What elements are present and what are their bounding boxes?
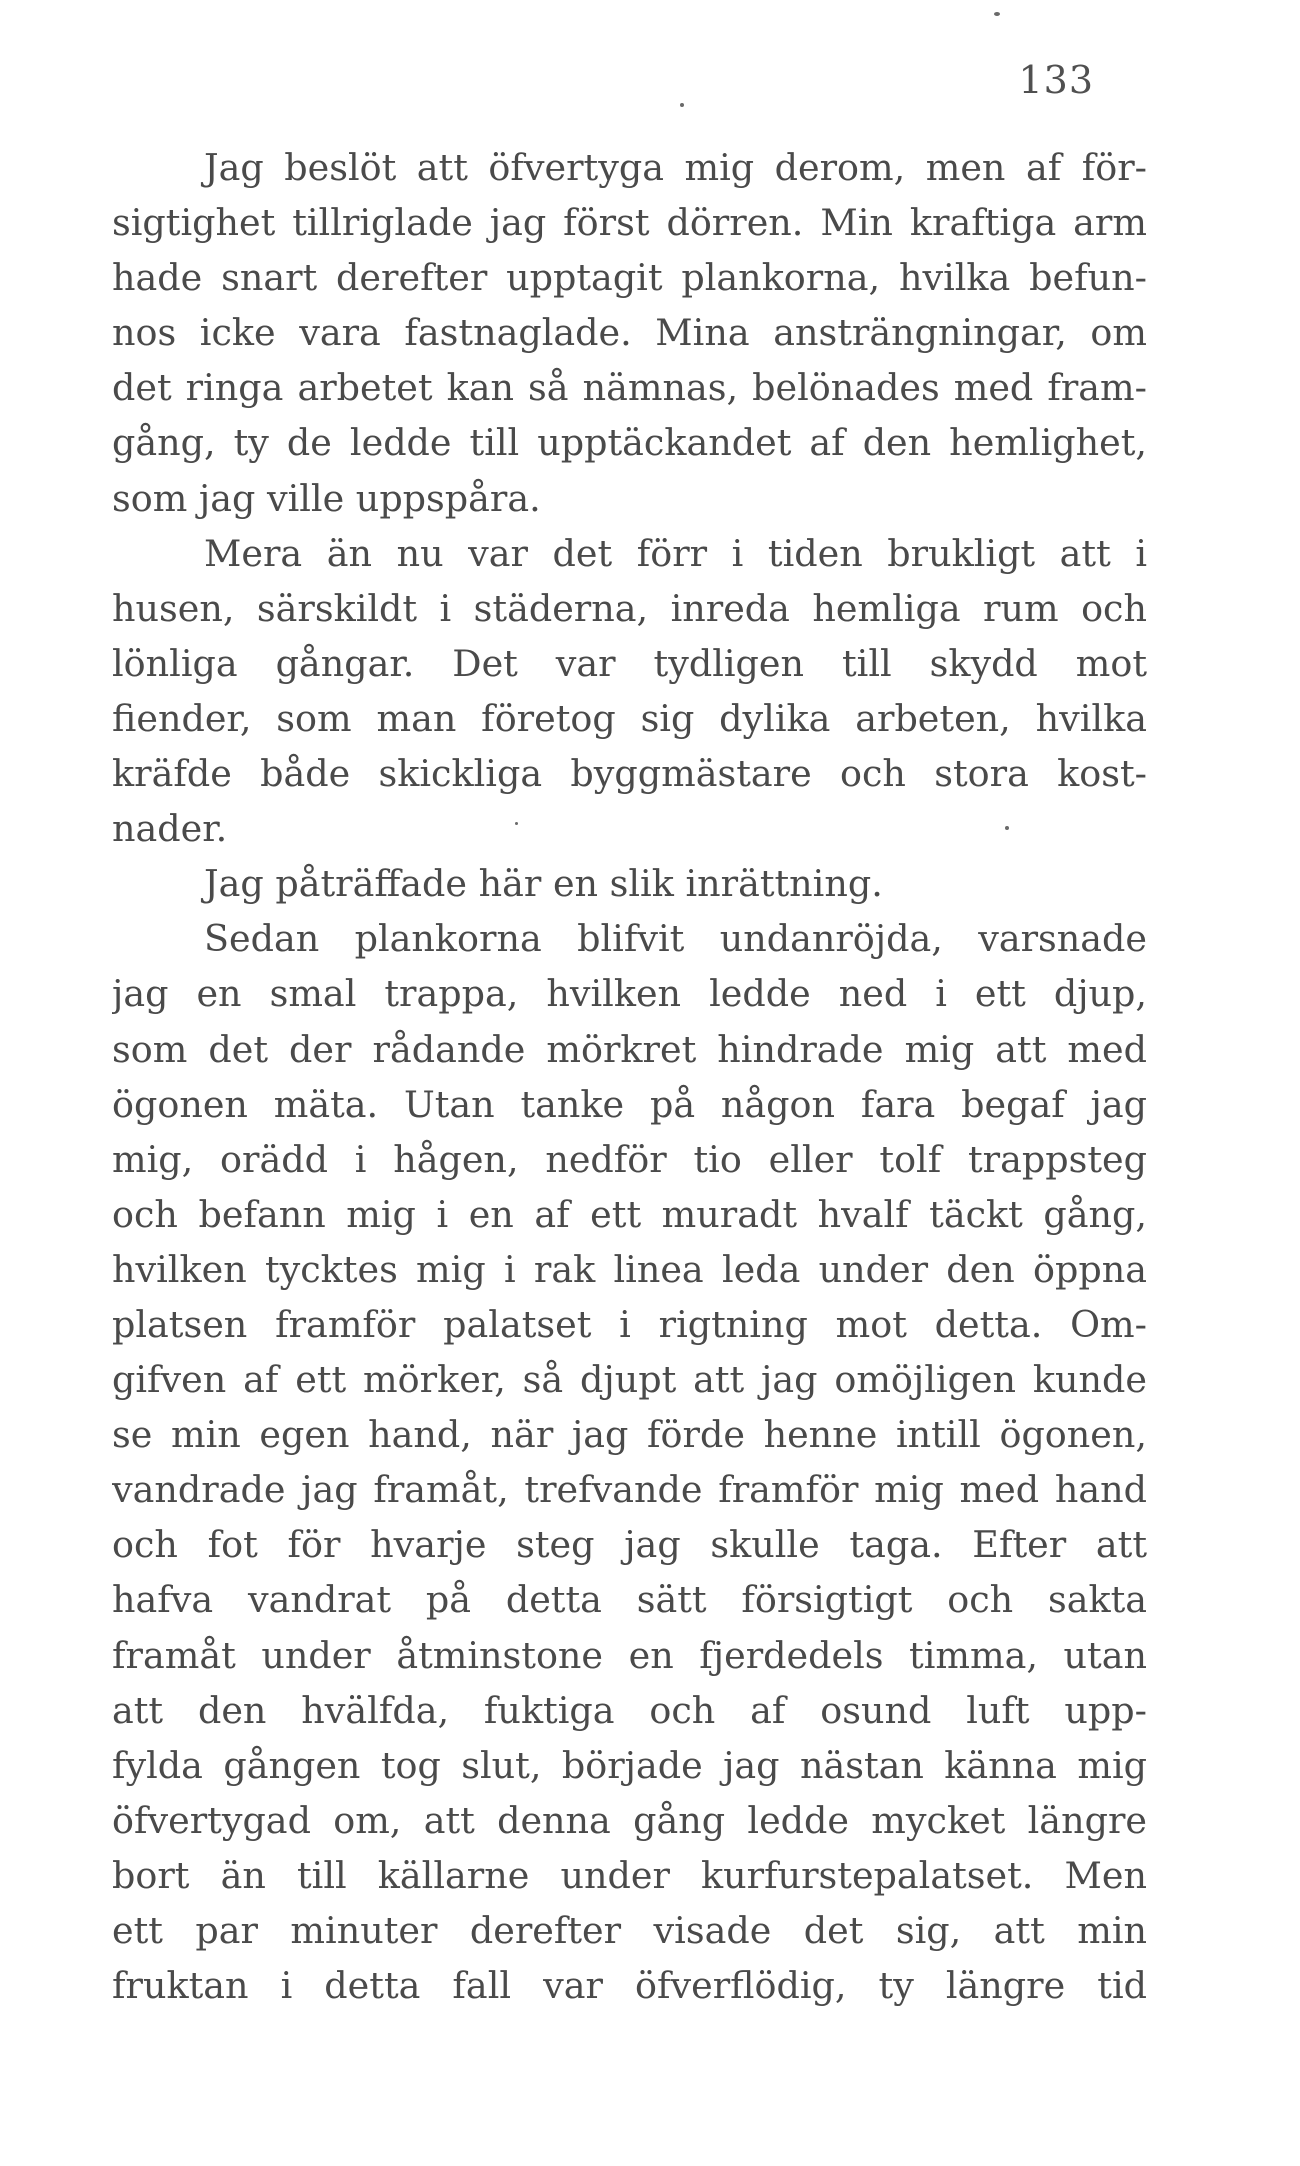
text-line-4: nos icke vara fastnaglade. Mina ansträngningar, om [112, 311, 1147, 355]
text-line-23: gifven af ett mörker, så djupt att jag omöjligen kunde [112, 1358, 1147, 1402]
text-line-28: framåt under åtminstone en fjerdedels timma, utan [112, 1633, 1147, 1677]
text-line-8: Mera än nu var det förr i tiden brukligt att i [204, 531, 1147, 575]
text-line-17: som det der rådande mörkret hindrade mig att med [112, 1027, 1147, 1071]
text-line-33: ett par minuter derefter visade det sig, att min [112, 1909, 1147, 1952]
text-line-24: se min egen hand, när jag förde henne intill ögonen, [112, 1413, 1147, 1457]
text-line-13: nader. [112, 807, 228, 851]
text-line-26: och fot för hvarje steg jag skulle taga. Efter att [112, 1523, 1147, 1567]
text-line-10: lönliga gångar. Det var tydligen till skydd mot [112, 641, 1147, 685]
print-speck [1005, 826, 1009, 830]
text-line-27: hafva vandrat på detta sätt försigtigt och sakta [112, 1578, 1147, 1622]
text-line-19: mig, orädd i hågen, nedför tio eller tolf trappsteg [112, 1137, 1147, 1181]
text-line-2: sigtighet tillriglade jag först dörren. Min kraftiga arm [112, 201, 1147, 245]
text-line-25: vandrade jag framåt, trefvande framför mig med hand [112, 1468, 1147, 1512]
text-line-12: kräfde både skickliga byggmästare och stora kost- [112, 752, 1147, 796]
text-line-30: fylda gången tog slut, började jag nästan känna mig [112, 1743, 1147, 1787]
body-text [112, 140, 1147, 2013]
text-line-11: fiender, som man företog sig dylika arbeten, hvilka [112, 696, 1147, 740]
text-line-21: hvilken tycktes mig i rak linea leda under den öppna [112, 1247, 1147, 1291]
print-speck [515, 822, 518, 825]
text-line-14: Jag påträffade här en slik inrättning. [204, 862, 883, 906]
page-number: 133 [1018, 58, 1094, 102]
text-line-6: gång, ty de ledde till upptäckandet af den hemlighet, [112, 421, 1147, 465]
text-line-7: som jag ville uppspåra. [112, 476, 541, 520]
text-line-20: och befann mig i en af ett muradt hvalf täckt gång, [112, 1192, 1147, 1236]
text-line-3: hade snart derefter upptagit plankorna, hvilka befun- [112, 256, 1147, 300]
text-line-22: platsen framför palatset i rigtning mot detta. Om- [112, 1302, 1147, 1346]
text-line-18: ögonen mäta. Utan tanke på någon fara begaf jag [112, 1082, 1147, 1126]
text-line-16: jag en smal trappa, hvilken ledde ned i ett djup, [112, 972, 1147, 1016]
text-line-1: Jag beslöt att öfvertyga mig derom, men af för- [204, 146, 1147, 189]
print-speck [680, 103, 684, 107]
text-line-31: öfvertygad om, att denna gång ledde mycket längre [112, 1798, 1147, 1842]
print-speck [994, 12, 1000, 16]
text-line-32: bort än till källarne under kurfurstepalatset. Men [112, 1853, 1147, 1897]
text-line-9: husen, särskildt i städerna, inreda hemliga rum och [112, 586, 1147, 630]
text-line-29: att den hvälfda, fuktiga och af osund luft upp- [112, 1688, 1147, 1732]
text-line-34: fruktan i detta fall var öfverflödig, ty längre tid [112, 1964, 1147, 2008]
text-line-5: det ringa arbetet kan så nämnas, belönades med fram- [112, 366, 1147, 410]
text-line-15: Sedan plankorna blifvit undanröjda, varsnade [204, 917, 1147, 961]
